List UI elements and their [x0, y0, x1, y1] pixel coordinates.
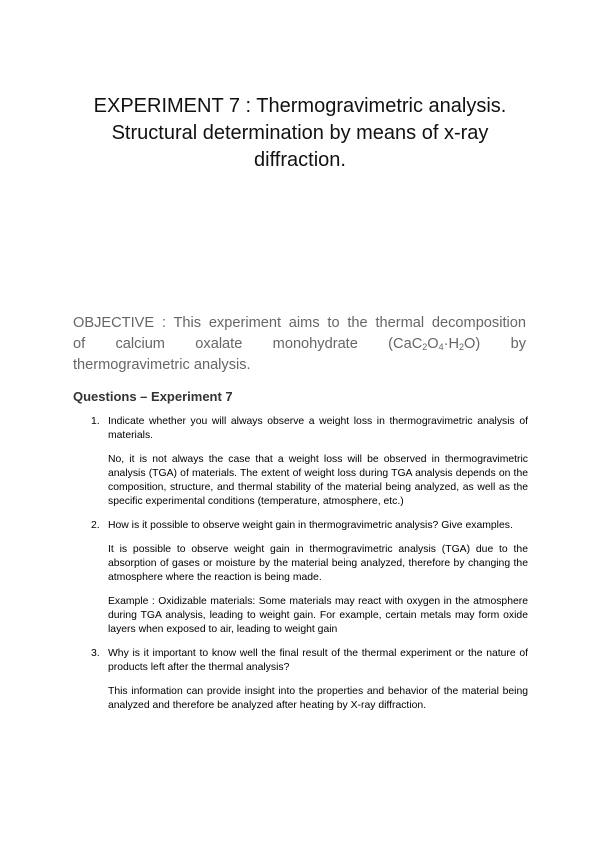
questions-list — [73, 415, 528, 723]
question-item — [73, 647, 528, 713]
question-number: 3. — [91, 648, 100, 659]
subscript: 2 — [459, 342, 465, 352]
questions-heading: Questions – Experiment 7 — [73, 389, 233, 404]
subscript: 2 — [422, 342, 428, 352]
objective-line-2 — [73, 334, 526, 355]
document-title — [60, 93, 540, 174]
question-number: 1. — [91, 416, 100, 427]
answer-paragraph: This information can provide insight into the properties and behavior of the material being analyzed and therefore be analyzed after heating by X-ray diffraction. — [108, 686, 528, 711]
answer-paragraph: Example : Oxidizable materials: Some materials may react with oxygen in the atmosphere during TGA analysis, leading to weight gain. For example, certain metals may form oxide layers when exposed to air, leading to weight gain — [108, 596, 528, 635]
objective-line-3: thermogravimetric analysis. — [73, 357, 251, 373]
question-text: Indicate whether you will always observe a weight loss in thermogravimetric analysis of materials. — [108, 416, 528, 441]
subscript: 4 — [438, 342, 444, 352]
title-line-3: diffraction. — [254, 149, 346, 171]
question-item — [73, 519, 528, 637]
objective-text: O — [427, 336, 439, 352]
objective-paragraph — [73, 313, 526, 376]
objective-text: ·H — [443, 336, 460, 352]
title-line-1: EXPERIMENT 7 : Thermogravimetric analysis. — [93, 95, 507, 117]
question-number: 2. — [91, 520, 100, 531]
answer-paragraph: It is possible to observe weight gain in thermogravimetric analysis (TGA) due to the absorption of gases or moisture by the material being analyzed, therefore by changing the atmosphere where the reaction is being made. — [108, 544, 528, 583]
title-line-2: Structural determination by means of x-ray — [111, 122, 489, 144]
question-text: Why is it important to know well the final result of the thermal experiment or the nature of products left after the thermal analysis? — [108, 648, 528, 673]
objective-line-1: OBJECTIVE : This experiment aims to the thermal decomposition — [73, 315, 526, 331]
question-item — [73, 415, 528, 509]
objective-text: of calcium oxalate monohydrate (CaC — [73, 336, 423, 352]
question-text: How is it possible to observe weight gain in thermogravimetric analysis? Give examples. — [108, 520, 513, 531]
answer-paragraph: No, it is not always the case that a weight loss will be observed in thermogravimetric analysis (TGA) of materials. The extent of weight loss during TGA analysis depends on the composition, structure, and thermal stability of the material being analyzed, as well as the specific experimental conditions (temperature, atmosphere, etc.) — [108, 454, 528, 507]
objective-text: O) by — [464, 336, 526, 352]
